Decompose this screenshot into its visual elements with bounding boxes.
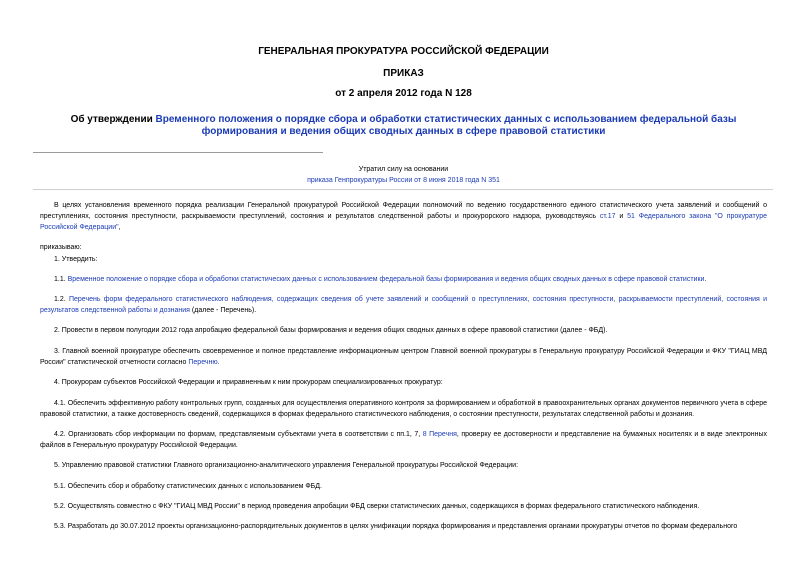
- item-5-2: 5.2. Осуществлять совместно с ФКУ "ГИАЦ МВД России" в период проведения апробации ФБД сверки статистических данных, содержащихся в формах федерального статистического наблюдения.: [54, 503, 700, 510]
- item-1-1-number: 1.1.: [54, 276, 68, 283]
- prosecution-law-link[interactable]: 51 Федерального закона "О прокуратуре Российской Федерации": [40, 213, 767, 231]
- item-1-1: [40, 274, 767, 285]
- document-title: [40, 114, 767, 138]
- item-3: [40, 346, 767, 368]
- article-17-link[interactable]: ст.17: [599, 213, 616, 220]
- item-1-2-number: 1.2.: [54, 296, 69, 303]
- repeal-order-link[interactable]: приказа Генпрокуратуры России от 8 июня 2018 года N 351: [307, 177, 500, 184]
- item-2: 2. Провести в первом полугодии 2012 года апробацию федеральной базы формирования и ведения общих сводных данных в сфере правовой статистики (далее - ФБД).: [54, 327, 608, 334]
- order-word: приказываю:: [40, 244, 82, 251]
- item-3-text: 3. Главной военной прокуратуре обеспечить своевременное и полное представление информационным центром Главной военной прокуратуры в Генеральную прокуратуру Российской Федерации и ФКУ "ГИАЦ МВД России" статистической отчетности согласно: [40, 348, 767, 366]
- forms-list-link[interactable]: Перечень форм федерального статистического наблюдения, содержащих сведения об учете заявлений и сообщений о преступлениях, состояния преступности, раскрываемости преступлений, состояния и результатов следственной работы и дознания: [40, 296, 767, 314]
- repeal-note-text: Утратил силу на основании: [358, 166, 449, 173]
- item-1: 1. Утвердить:: [54, 256, 98, 263]
- list-item-8-link[interactable]: 8 Перечня: [422, 431, 457, 438]
- preamble-paragraph: [40, 200, 767, 233]
- item-1-2: [40, 294, 767, 316]
- title-link[interactable]: Временного положения о порядке сбора и обработки статистических данных с использованием федеральной базы формирования и ведения общих сводных данных в сфере правовой статистики: [155, 114, 737, 137]
- item-1-1-end: .: [704, 276, 707, 283]
- preamble-conjunction: и: [615, 213, 628, 220]
- item-4: 4. Прокурорам субъектов Российской Федерации и приравненным к ним прокурорам специализированных прокуратур:: [54, 379, 443, 386]
- list-link[interactable]: Перечню: [188, 359, 218, 366]
- item-5-1: 5.1. Обеспечить сбор и обработку статистических данных с использованием ФБД.: [54, 483, 322, 490]
- temporary-regulation-link[interactable]: Временное положение о порядке сбора и обработки статистических данных с использованием федеральной базы формирования и ведения общих сводных данных в сфере правовой статистики: [67, 276, 705, 283]
- divider-long: [33, 189, 773, 190]
- document-type-heading: ПРИКАЗ: [383, 68, 424, 79]
- item-1-2-end: (далее - Перечень).: [189, 307, 257, 314]
- repeal-note: [0, 164, 807, 186]
- item-4-2-end: , проверку ее достоверности и представление на бумажных носителях и в виде электронных файлов в Генеральную прокуратуру Российской Федерации.: [40, 431, 767, 449]
- item-4-2-text: 4.2. Организовать сбор информации по формам, представляемым субъектами учета в соответствии с пп.1, 7,: [54, 431, 423, 438]
- item-4-2: [40, 429, 767, 451]
- preamble-end: ,: [118, 224, 121, 231]
- preamble-text: В целях установления временного порядка реализации Генеральной прокуратурой Российской Федерации полномочий по ведению государственного единого статистического учета заявлений и сообщений о преступлениях, состояния преступности, раскрываемости преступлений, состояния и результатов следственной работы и прокурорского надзора, руководствуясь: [40, 202, 767, 220]
- item-4-1: 4.1. Обеспечить эффективную работу контрольных групп, созданных для осуществления оперативного контроля за формированием и обработкой в правоохранительных органах документов первичного учета в сфере правовой статистики, а также достоверность сведений, содержащихся в формах федерального статистического наблюдения, о состоянии преступности, результатах следственной работы и дознания.: [40, 400, 767, 418]
- item-5-3: 5.3. Разработать до 30.07.2012 проекты организационно-распорядительных документов в целях унификации порядка формирования и представления органами прокуратуры отчетов по формам федерального: [54, 523, 738, 530]
- divider-short: [33, 152, 323, 153]
- title-prefix: Об утверждении: [70, 114, 156, 125]
- organization-heading: ГЕНЕРАЛЬНАЯ ПРОКУРАТУРА РОССИЙСКОЙ ФЕДЕРАЦИИ: [258, 46, 549, 57]
- item-5: 5. Управлению правовой статистики Главного организационно-аналитического управления Генеральной прокуратуры Российской Федерации:: [54, 462, 519, 469]
- item-3-end: .: [217, 359, 220, 366]
- document-date: от 2 апреля 2012 года N 128: [335, 88, 472, 99]
